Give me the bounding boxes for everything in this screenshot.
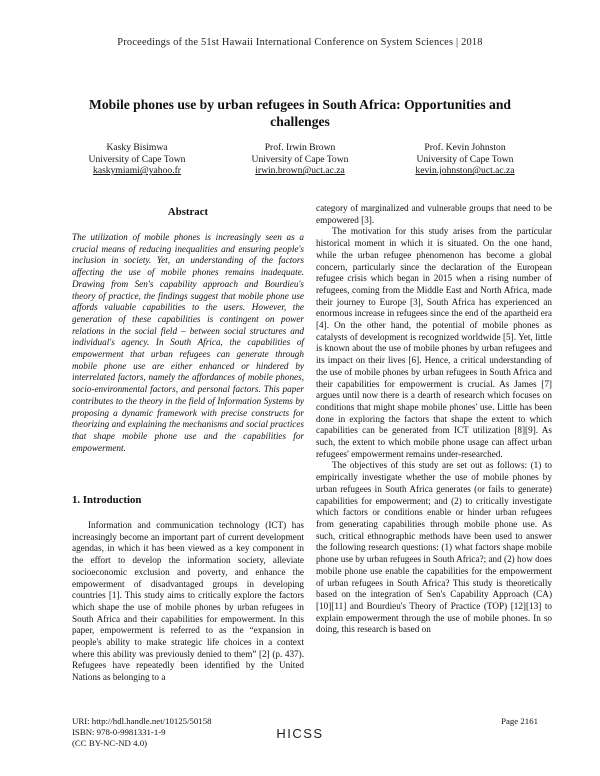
hicss-logo: HICSS	[276, 726, 324, 741]
right-column	[316, 203, 552, 636]
abstract-text: The utilization of mobile phones is increasingly seen as a crucial means of reducing inequalities and ensuring people's inclusion in society. Yet, an understanding of the factors affecting the use of mobile phones remains inadequate. Drawing from Sen's capability approach and Bourdieu's theory of practice, the findings suggest that mobile phone use affords valuable capabilities to the users. However, the generation of these capabilities is contingent on power relations in the social field – between social structures and individual's agency. In South Africa, the capabilities of empowerment that urban refugees can generate through mobile phone use are either enhanced or hindered by interrelated factors, namely the affordances of mobile phones, socio-environmental factors, and personal factors. This paper contributes to the theory in the field of Information Systems by proposing a dynamic framework with precise constructs for theorizing and explaining the mechanisms and social practices that shape mobile phone use and the capabilities for empowerment.	[72, 232, 304, 453]
section-heading-introduction: 1. Introduction	[72, 494, 142, 506]
footer-license: (CC BY-NC-ND 4.0)	[72, 738, 148, 748]
paper-title: Mobile phones use by urban refugees in South Africa: Opportunities and challenges	[89, 97, 511, 129]
footer-uri[interactable]: URI: http://hdl.handle.net/10125/50158	[72, 716, 212, 726]
author-name: Prof. Kevin Johnston	[424, 142, 506, 153]
abstract-heading: Abstract	[167, 206, 209, 218]
running-header: Proceedings of the 51st Hawaii International Conference on System Sciences | 2018	[117, 37, 483, 48]
paragraph: The motivation for this study arises from the particular historical moment in which it is situated. On the one hand, while the urban refugee phenomenon has become a global concern, particularly since the declaration of the European refugee crisis which began in 2015 when a rising number of refugees, coming from the Middle East and North Africa, made their journey to Europe [3], South Africa has experienced an enormous increase in refugees since the end of the apartheid era [4]. On the other hand, the potential of mobile phones as catalysts of development is recognized worldwide [5]. Yet, little is known about the use of mobile phones by urban refugees and its impact on their lives [6]. Hence, a critical understanding of the use of mobile phones by urban refugees in South Africa and their capabilities for empowerment is crucial. As James [7] argues until now there is a dearth of research which focuses on conditions that might shape mobile phones' use. Little has been done in exploring the factors that shape the extent to which capabilities can be generated from ICT utilization [8][9]. As such, the extent to which mobile phone usage can affect urban refugees' empowerment remains under-researched.	[316, 226, 552, 459]
author-affiliation: University of Cape Town	[251, 153, 349, 165]
author-name: Prof. Irwin Brown	[264, 142, 336, 153]
author-affiliation: University of Cape Town	[88, 153, 186, 165]
page-number: Page 2161	[501, 716, 538, 726]
paragraph: category of marginalized and vulnerable groups that need to be empowered [3].	[316, 203, 552, 225]
author-email[interactable]: kevin.johnston@uct.ac.za	[415, 165, 515, 177]
paragraph: The objectives of this study are set out as follows: (1) to empirically investigate whether the use of mobile phones by urban refugees in South Africa generates (or fails to generate) capabilities for empowerment; and (2) to critically investigate which factors or conditions enable or hinder urban refugees from generating capabilities through mobile phone use. As such, critical ethnographic methods have been used to answer the following research questions: (1) what factors shape mobile phone use by urban refugees in South Africa?; and (2) how does mobile phone use enable the capabilities for the empowerment of urban refugees in South Africa? This study is theoretically based on the integration of Sen's Capability Approach (CA) [10][11] and Bourdieu's Theory of Practice (TOP) [12][13] to explain empowerment through the use of mobile phones. In so doing, this research is based on	[316, 460, 553, 635]
author-block	[215, 142, 385, 177]
author-affiliation: University of Cape Town	[416, 153, 514, 165]
author-email[interactable]: kaskymiami@yahoo.fr	[93, 165, 181, 177]
paragraph: Information and communication technology (ICT) has increasingly become an important part of current development agendas, in which it has been viewed as a key component in the effort to develop the information society, alleviate socioeconomic exclusion and poverty, and enhance the empowerment of disadvantaged groups in developing countries [1]. This study aims to critically explore the factors which shape the use of mobile phones by urban refugees in South Africa and their capabilities for empowerment. In this paper, empowerment is referred to as the “expansion in people's ability to make strategic life choices in a context where this ability was previously denied to them” [2] (p. 437). Refugees have repeatedly been identified by the United Nations as belonging to a	[72, 520, 304, 683]
author-email[interactable]: irwin.brown@uct.ac.za	[255, 165, 345, 177]
introduction-body	[72, 520, 304, 684]
author-block	[52, 142, 222, 177]
footer-isbn: ISBN: 978-0-9981331-1-9	[72, 727, 166, 737]
author-block	[380, 142, 550, 177]
author-name: Kasky Bisimwa	[106, 142, 168, 153]
